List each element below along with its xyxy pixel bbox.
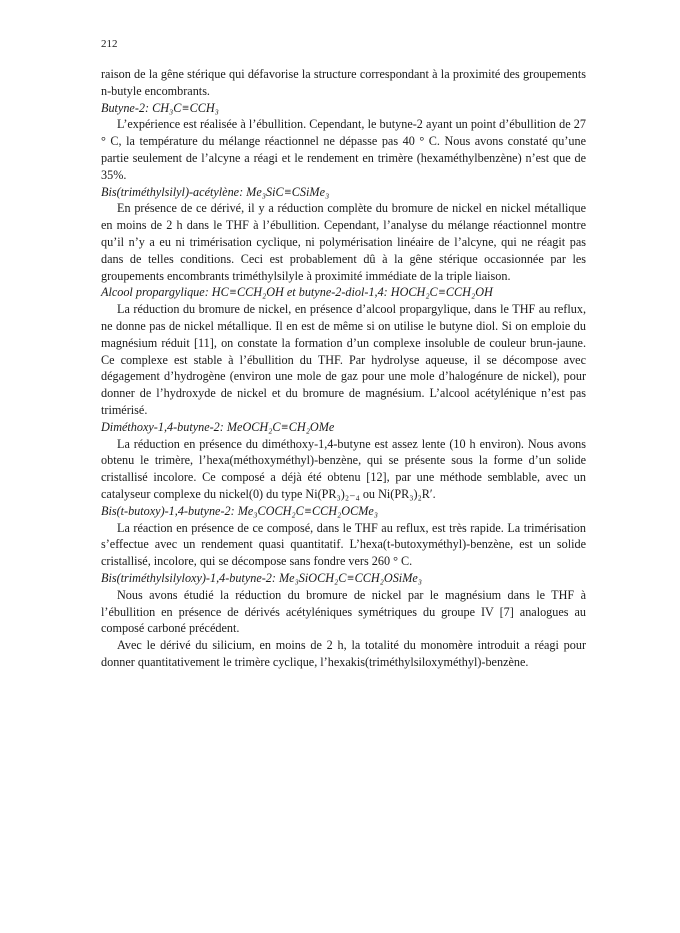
- section-butyne-2: [101, 100, 586, 184]
- section-paragraph: Nous avons étudié la réduction du bromure de nickel par le magnésium dans le THF à l’ébullition en présence de dérivés acétyléniques symétriques du groupe IV [7] analogues au composé carboné précédent.: [101, 587, 586, 636]
- section-paragraph: La réduction du bromure de nickel, en présence d’alcool propargylique, dans le THF au reflux, ne donne pas de nickel métallique. Il en est de même si on utilise le butyne diol. Si on emploie du magnésium réduit [11], on constate la formation d’un complexe insoluble de couleur brun-jaune. Ce complexe est stable à l’ébullition du THF. Par hydrolyse aqueuse, il se décompose avec dégagement d’hydrogène (environ une mole de gaz pour une mole d’halogénure de nickel), pour donner de l’hydroxyde de nickel et du bromure de magnésium. L’alcool acétylénique n’est pas trimérisé.: [101, 302, 586, 417]
- section-bis-trimethylsilyl-acetylene: [101, 184, 586, 285]
- section-paragraph: L’expérience est réalisée à l’ébullition. Cependant, le butyne-2 ayant un point d’ébullition de 27 ° C, la température du mélange réactionnel ne dépasse pas 40 ° C. Nous avons constaté qu’une partie seulement de l’alcyne a réagi et le rendement en trimère (hexaméthylbenzène) n’est que de 35%.: [101, 117, 586, 182]
- section-heading: Diméthoxy-1,4-butyne-2: MeOCH₂C≡CH₂OMe: [101, 419, 335, 434]
- section-alcool-propargylique: [101, 284, 586, 418]
- section-paragraph: La réaction en présence de ce composé, dans le THF au reflux, est très rapide. La trimérisation s’effectue avec un rendement quasi quantitatif. L’hexa(t-butoxyméthyl)-benzène, est un solide cristallisé, incolore, qui se décompose sans fondre vers 260 ° C.: [101, 520, 586, 569]
- section-heading: Butyne-2: CH₃C≡CCH₃: [101, 100, 219, 115]
- section-bis-trimethylsilyloxy-butyne: [101, 570, 586, 671]
- section-heading: Alcool propargylique: HC≡CCH₂OH et butyne-2-diol-1,4: HOCH₂C≡CCH₂OH: [101, 285, 493, 300]
- section-heading: Bis(triméthylsilyloxy)-1,4-butyne-2: Me₃SiOCH₂C≡CCH₂OSiMe₃: [101, 570, 422, 585]
- document-body: [101, 66, 586, 671]
- section-heading: Bis(triméthylsilyl)-acétylène: Me₃SiC≡CSiMe₃: [101, 184, 330, 199]
- section-paragraph: En présence de ce dérivé, il y a réduction complète du bromure de nickel en nickel métallique en moins de 2 h dans le THF à l’ébullition. Cependant, l’analyse du mélange réactionnel montre qu’il n’y a eu ni trimérisation cyclique, ni polymérisation linéaire de l’alcyne, qui ne réagit pas dans de telles conditions. Ceci est probablement dû à la gêne stérique occasionnée par les groupements encombrants triméthylsilyle à proximité immédiate de la triple liaison.: [101, 201, 586, 283]
- section-paragraph: La réduction en présence du diméthoxy-1,4-butyne est assez lente (10 h environ). Nous avons obtenu le trimère, l’hexa(méthoxyméthyl)-benzène, qui se présente sous la forme d’un solide cristallisé incolore. Ce composé a déjà été obtenu [12], par une méthode semblable, avec un catalyseur complexe du nickel(0) du type Ni(PR₃)₂₋₄ ou Ni(PR₃)₂R′.: [101, 436, 586, 501]
- section-bis-t-butoxy-butyne: [101, 503, 586, 570]
- section-heading: Bis(t-butoxy)-1,4-butyne-2: Me₃COCH₂C≡CCH₂OCMe₃: [101, 503, 378, 518]
- intro-paragraph: raison de la gêne stérique qui défavorise la structure correspondant à la proximité des groupements n-butyle encombrants.: [101, 67, 586, 98]
- section-dimethoxy-butyne: [101, 419, 586, 503]
- page-number: 212: [101, 38, 118, 50]
- section-paragraph: Avec le dérivé du silicium, en moins de 2 h, la totalité du monomère introduit a réagi pour donner quantitativement le trimère cyclique, l’hexakis(triméthylsiloxyméthyl)-benzène.: [101, 638, 586, 669]
